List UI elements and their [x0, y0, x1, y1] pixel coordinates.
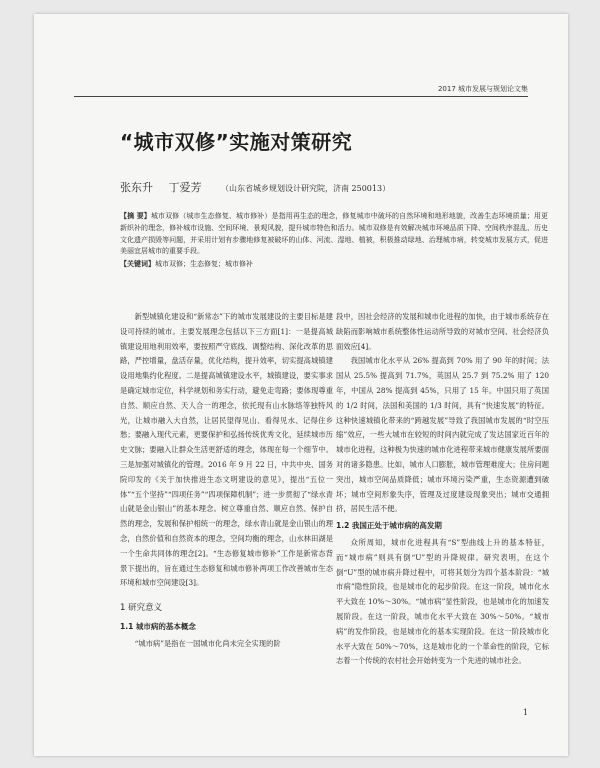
- subsection-heading: 1.2 我国正处于城市病的高发期: [336, 521, 442, 531]
- paper-page: [34, 14, 568, 756]
- keywords-text: 城市双修；生态修复；城市修补: [155, 260, 253, 268]
- body-paragraph: 段中，因社会经济的发展和城市化进程的加快，由于城市系统存在缺陷而影响城市系统整体性运动所导致的对城市空间、社会经济负面效应[4]。: [336, 312, 549, 351]
- body-paragraph: 我国城市化水平从 26% 提高到 70% 用了 90 年的时间；法国从 25.5% 提高到 71.7%，英国从 25.7 到 75.2% 用了 120 年，中国从 28% 提高到 45%，只用了 15 年。中国只用了英国的 1/2 时间，法国和美国的 1/3 时间，具有“快速发展”的特征。这种快速城镇化带来的“跨越发展”导致了我国城市发展的“时空压缩”效应，一些大城市在较短的时间内就完成了发达国家近百年的城市化进程，这种极为快速的城市化进程带来城市健康发展所要面对的诸多隐患。比如，城市人口膨胀，城市管理难度大；住房问题突出，城市空间品质降低；城市环境污染严重，生态资源遭到破坏；城市空间形象失序，管理及过度建设现象突出；城市交通拥挤，居民生活不便。: [336, 356, 549, 514]
- affiliation: （山东省城乡规划设计研究院，济南 250013）: [221, 184, 391, 193]
- right-column: [336, 310, 549, 669]
- abstract-label: 【摘 要】: [120, 211, 151, 220]
- header-rule: [74, 96, 528, 97]
- body-paragraph: 众所周知，城市化进程具有“S”型曲线上升的基本特征，而“城市病”则具有倒“U”型的升降规律。研究表明，在这个倒“U”型的城市病升降过程中，可将其划分为四个基本阶段：“城市病”隐性阶段，也是城市化的起步阶段。在这一阶段，城市化水平大致在 10%～30%。“城市病”显性阶段，也是城市化的加速发展阶段。在这一阶段，城市化水平大致在 30%～50%。“城市病”的发作阶段，也是城市化的基本实现阶段。在这一阶段城市化水平大致在 50%～70%，这是城市化的一个革命性的阶段，它标志着一个传统的农村社会开始转变为一个先进的城市社会。: [336, 537, 549, 666]
- page-number: 1: [522, 708, 528, 717]
- body-paragraph: 新型城镇化建设和“新常态”下的城市发展建设的主要目标是建设可持续的城市。主要发展理念包括以下三方面[1]：一是提高城镇建设用地利用效率，要按照严守底线、调整结构、深化改革的思路，严控增量，盘活存量，优化结构，提升效率，切实提高城镇建设用地集约化程度。二是提高城镇建设水平，城镇建设，要实事求是确定城市定位，科学规划和务实行动，避免走弯路；要体现尊重自然、顺应自然、天人合一的理念，依托现有山水脉络等独特风光，让城市融入大自然，让居民望得见山、看得见水、记得住乡愁；要融入现代元素，更要保护和弘扬传统优秀文化，延续城市历史文脉；要融入让群众生活更舒适的理念，体现在每一个细节中。三是加强对城镇化的管理。2016 年 9 月 22 日，中共中央、国务院印发的《关于加快推进生态文明建设的意见》，提出“五位一体”“五个坚持”“四项任务”“四项保障机制”；进一步贯彻了“绿水青山就是金山银山”的基本理念。树立尊重自然、顺应自然、保护自然的理念，发展和保护相统一的理念，绿水青山就是金山银山的理念，自然价值和自然资本的理念，空间均衡的理念，山水林田湖是一个生命共同体的理念[2]。“生态修复城市修补”工作是新常态背景下提出的，旨在通过生态修复和城市修补两项工作改善城市生态环境和城市空间建设[3]。: [120, 312, 333, 588]
- author-1: 张东升: [120, 181, 153, 194]
- keywords: [120, 259, 548, 269]
- abstract-text: 城市双修（城市生态修复、城市修补）是指用再生态的理念，修复城市中破坏的自然环境和地形地貌，改善生态环境质量；用更新织补的理念，修补城市设施、空间环境、景观风貌，提升城市特色和活力。城市双修是有效解决城市环境品质下降、空间秩序混乱、历史文化遗产损毁等问题，并采用计划有步骤地修复被破坏的山体、河流、湿地、植被，积极推动绿地、治理城市病，转变城市发展方式，促进美丽宜居城市的重要手段。: [120, 212, 549, 256]
- abstract: [120, 210, 548, 258]
- running-head: 2017 城市发展与规划论文集: [437, 85, 528, 93]
- author-2: 丁爱芳: [168, 181, 202, 194]
- section-heading: 1 研究意义: [120, 603, 163, 614]
- paper-title: “城市双修”实施对策研究: [120, 130, 353, 154]
- body-paragraph: “城市病”是指在一国城市化尚未完全实现的阶: [134, 638, 281, 648]
- left-column: [120, 310, 333, 652]
- subsection-heading: 1.1 城市病的基本概念: [120, 621, 196, 631]
- author-line: [120, 179, 390, 195]
- keywords-label: 【关键词】: [120, 259, 155, 268]
